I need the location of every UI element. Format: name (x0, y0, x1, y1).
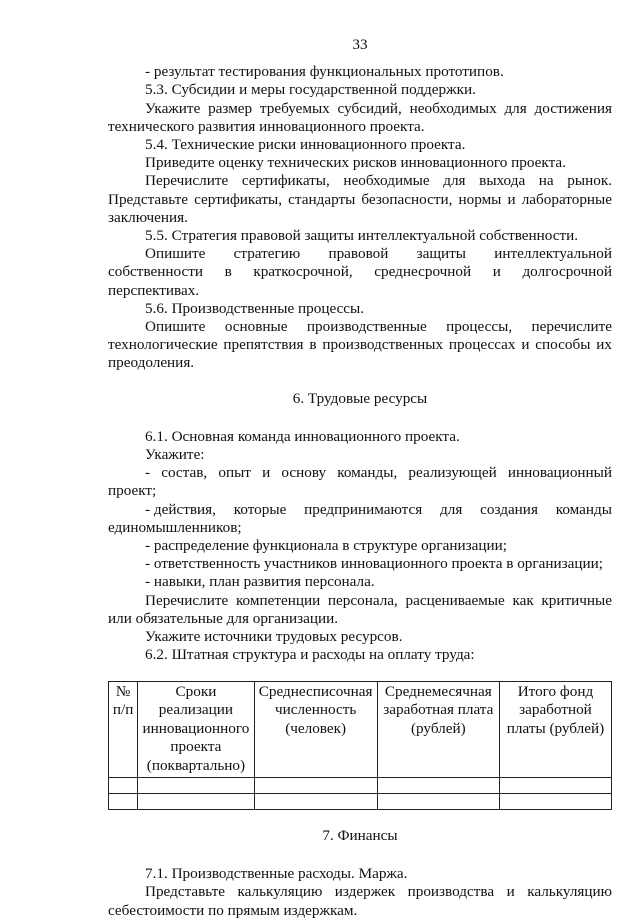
table-cell (377, 778, 499, 794)
list-item-actions: - действия, которые предпринимаются для создания команды (145, 500, 612, 518)
table-cell (499, 778, 611, 794)
subsection-5-4: 5.4. Технические риски инновационного проекта. (145, 136, 466, 154)
list-item-actions-rest: единомышленников; (108, 518, 242, 536)
subsection-6-2: 6.2. Штатная структура и расходы на оплату труда: (145, 646, 475, 664)
specify-label: Укажите: (145, 446, 205, 464)
section-6-heading: 6. Трудовые ресурсы (292, 389, 428, 407)
table-cell (138, 794, 254, 810)
table-cell (109, 778, 138, 794)
risk-paragraph: Приведите оценку технических рисков инновационного проекта. (145, 154, 566, 172)
col-headcount-header: Среднесписочная численность (человек) (254, 681, 377, 778)
processes-line-rest: технологические препятствия в производственных процессах и способы их преодоления. (108, 336, 612, 372)
sources-paragraph: Укажите источники трудовых ресурсов. (145, 628, 403, 646)
table-cell (254, 794, 377, 810)
subsection-7-1: 7.1. Производственные расходы. Маржа. (145, 865, 408, 883)
list-item-responsibility: - ответственность участников инновационного проекта в организации; (145, 555, 603, 573)
col-fund-header: Итого фонд заработной платы (рублей) (499, 681, 611, 778)
table-row (109, 794, 612, 810)
subsection-5-6: 5.6. Производственные процессы. (145, 299, 365, 317)
col-salary-header: Среднемесячная заработная плата (рублей) (377, 681, 499, 778)
list-item-composition: - состав, опыт и основу команды, реализующей инновационный проект; (108, 464, 612, 500)
competence-paragraph: Перечислите компетенции персонала, расцениваемые как критичные или обязательные для организации. (108, 591, 612, 627)
table-row (109, 778, 612, 794)
table-cell (138, 778, 254, 794)
col-number-header: № п/п (109, 681, 138, 778)
list-item-distribution: - распределение функционала в структуре организации; (145, 537, 507, 555)
section-7-heading: 7. Финансы (322, 827, 398, 844)
result-line: - результат тестирования функциональных прототипов. (145, 63, 504, 81)
ip-strategy-paragraph: Опишите стратегию правовой защиты интеллектуальной собственности в краткосрочной, среднесрочной и долгосрочной перспективах. (108, 245, 612, 299)
processes-line-1: Опишите основные производственные процессы, перечислите (145, 318, 612, 336)
certificates-paragraph: Перечислите сертификаты, необходимые для выхода на рынок. Представьте сертификаты, стандарты безопасности, нормы и лабораторные заключения. (108, 172, 612, 226)
page-number: 33 (352, 36, 368, 53)
table-cell (377, 794, 499, 810)
table-cell (109, 794, 138, 810)
subsidy-paragraph: Укажите размер требуемых субсидий, необходимых для достижения технического развития инновационного проекта. (108, 99, 612, 135)
table-header-row (109, 681, 612, 778)
document-page (108, 36, 612, 920)
calculation-paragraph: Представьте калькуляцию издержек производства и калькуляцию себестоимости по прямым издержкам. (108, 883, 612, 919)
table-cell (499, 794, 611, 810)
table-cell (254, 778, 377, 794)
subsection-5-3: 5.3. Субсидии и меры государственной поддержки. (145, 81, 476, 99)
staff-table (108, 681, 612, 811)
col-period-header: Сроки реализации инновационного проекта (поквартально) (138, 681, 254, 778)
subsection-6-1: 6.1. Основная команда инновационного проекта. (145, 427, 460, 445)
subsection-5-5: 5.5. Стратегия правовой защиты интеллектуальной собственности. (145, 227, 579, 245)
list-item-skills: - навыки, план развития персонала. (145, 573, 375, 591)
